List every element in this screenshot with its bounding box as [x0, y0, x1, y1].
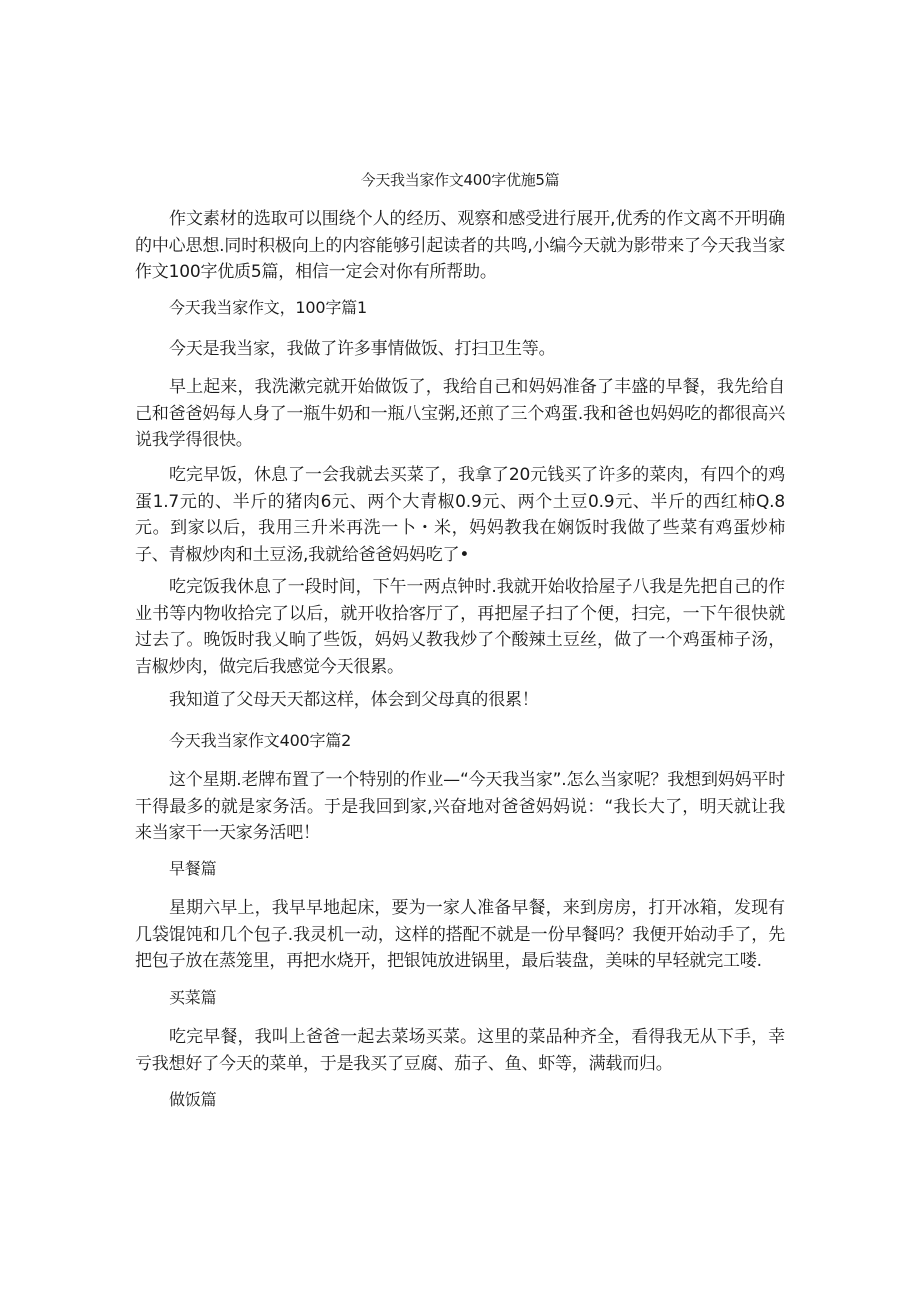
section1-paragraph-1: 今天是我当家，我做了许多事情做饭、打扫卫生等。	[169, 339, 556, 359]
intro-paragraph: 作文素材的选取可以围绕个人的经历、观察和感受进行展开,优秀的作文离不开明确的中心思想.同时积极向上的内容能够引起读者的共鸣,小编今天就为影带来了今天我当家作文100字优质5篇，相信一定会对你有所帮助。	[135, 209, 785, 282]
section2-heading: 今天我当家作文400字篇2	[169, 731, 352, 750]
breakfast-heading: 早餐篇	[169, 859, 217, 878]
section1-paragraph-3: 吃完早饭，休息了一会我就去买菜了，我拿了20元钱买了许多的菜肉，有四个的鸡蛋1.7元的、半斤的猪肉6元、两个大青椒0.9元、两个土豆0.9元、半斤的西红柿Q.8元。到家以后，我用三升米再洗一卜・米，妈妈教我在娴饭时我做了些菜有鸡蛋炒柿子、青椒炒肉和土豆汤,我就给爸爸妈妈吃了•	[135, 465, 785, 565]
section2-paragraph-1: 这个星期.老牌布置了一个特别的作业—“今天我当家”.怎么当家呢？我想到妈妈平时干得最多的就是家务活。于是我回到家,兴奋地对爸爸妈妈说：“我长大了，明天就让我来当家干一天家务活吧！	[135, 770, 785, 843]
section1-paragraph-5: 我知道了父母天天都这样，体会到父母真的很累！	[169, 690, 539, 710]
section1-paragraph-2: 早上起来，我洗漱完就开始做饭了，我给自己和妈妈准备了丰盛的早餐，我先给自己和爸爸妈每人身了一瓶牛奶和一瓶八宝粥,还煎了三个鸡蛋.我和爸也妈妈吃的都很高兴说我学得很快。	[135, 377, 785, 450]
breakfast-paragraph: 星期六早上，我早早地起床，要为一家人准备早餐，来到房房，打开冰箱，发现有几袋馄饨和几个包子.我灵机一动，这样的搭配不就是一份早餐吗？我便开始动手了，先把包子放在蒸笼里，再把水烧开，把银饨放进锅里，最后装盘，美味的早轻就完工喽.	[135, 898, 785, 971]
cooking-heading: 做饭篇	[169, 1090, 217, 1109]
section1-heading: 今天我当家作文，100字篇1	[169, 298, 367, 317]
section1-paragraph-4: 吃完饭我休息了一段时间，下午一两点钟时.我就开始收拾屋子八我是先把自己的作业书等内物收拾完了以后，就开收拾客厅了，再把屋子扫了个便，扫完，一下午很快就过去了。晚饭时我乂晌了些饭，妈妈乂教我炒了个酸辣土豆丝，做了一个鸡蛋柿子汤，吉椒炒肉，做完后我感觉今天很累。	[135, 577, 785, 677]
shopping-heading: 买菜篇	[169, 988, 217, 1007]
document-title: 今天我当家作文400字优施5篇	[360, 171, 560, 189]
shopping-paragraph: 吃完早餐，我叫上爸爸一起去菜场买菜。这里的菜品种齐全，看得我无从下手，幸亏我想好了今天的菜单，于是我买了豆腐、茄子、鱼、虾等，满载而归。	[135, 1027, 785, 1074]
